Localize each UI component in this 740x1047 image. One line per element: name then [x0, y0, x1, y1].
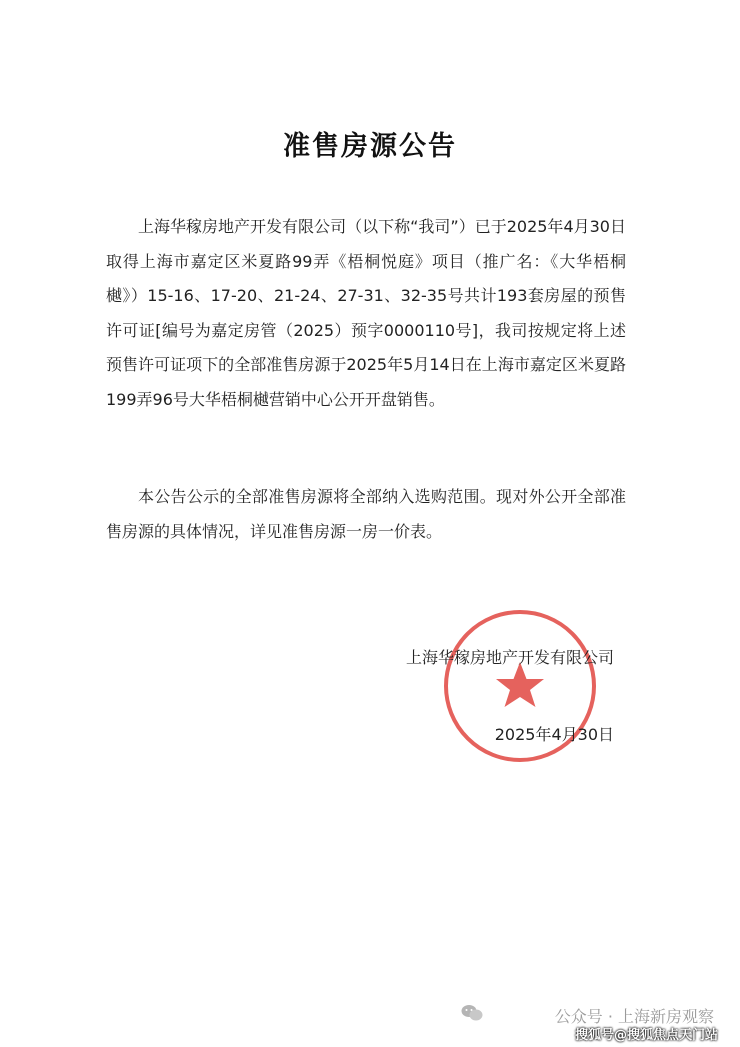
watermark-account-text: 公众号 · 上海新房观察	[554, 1007, 714, 1026]
announcement-paragraph-2: 本公告公示的全部准售房源将全部纳入选购范围。现对外公开全部准售房源的具体情况，详见准售房源一房一价表。	[106, 487, 626, 541]
signature-date: 2025年4月30日	[494, 725, 614, 744]
signature-company: 上海华稼房地产开发有限公司	[405, 648, 614, 667]
watermark	[448, 996, 718, 1042]
page-title: 准售房源公告	[283, 131, 457, 162]
wechat-icon	[461, 1004, 483, 1022]
announcement-paragraph-1: 上海华稼房地产开发有限公司（以下称“我司”）已于2025年4月30日取得上海市嘉定区米夏路99弄《梧桐悦庭》项目（推广名：《大华梧桐樾》）15-16、17-20、21-24、27-31、32-35号共计193套房屋的预售许可证[编号为嘉定房管（2025）预字0000110号]，我司按规定将上述预售许可证项下的全部准售房源于2025年5月14日在上海市嘉定区米夏路199弄96号大华梧桐樾营销中心公开开盘销售。	[106, 217, 626, 409]
watermark-sohu-text: 搜狐号@搜狐焦点天门站	[574, 1028, 718, 1043]
